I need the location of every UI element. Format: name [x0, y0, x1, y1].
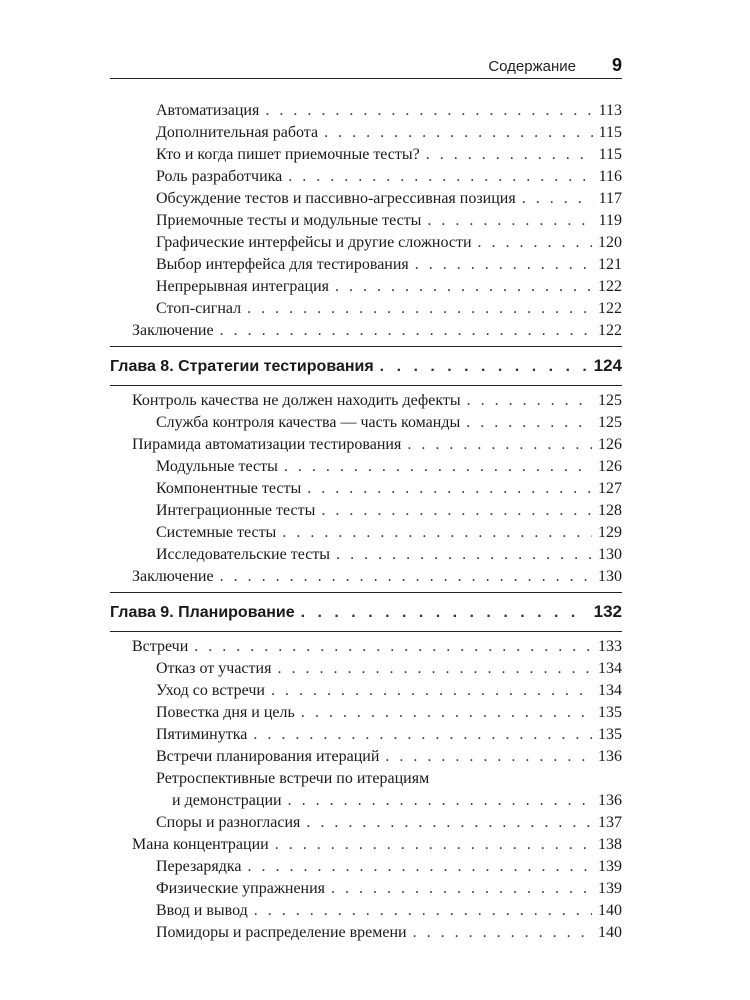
toc-entry-page: 119 — [598, 212, 622, 229]
toc-entry-page: 125 — [598, 392, 622, 409]
toc-entry[interactable] — [156, 724, 622, 746]
toc-entry[interactable] — [156, 166, 622, 188]
toc-entry-title: Пятиминутка — [156, 726, 248, 743]
toc-entry-title: Компонентные тесты — [156, 480, 302, 497]
toc-entry-title: Встречи планирования итераций — [156, 748, 380, 765]
toc-entry-page: 113 — [598, 102, 622, 119]
toc-entry[interactable] — [132, 320, 622, 342]
toc-entry-page: 136 — [598, 748, 622, 765]
dot-leader — [478, 232, 592, 254]
toc-entry-title: Уход со встречи — [156, 682, 265, 699]
toc-entry-page: 129 — [598, 524, 622, 541]
toc-entry[interactable] — [156, 254, 622, 276]
toc-entry[interactable] — [156, 680, 622, 702]
dot-leader — [220, 320, 592, 342]
chapter-8-block — [110, 346, 622, 386]
toc-entry[interactable] — [156, 188, 622, 210]
toc-entry-title: Модульные тесты — [156, 458, 278, 475]
dot-leader — [253, 724, 592, 746]
toc-entry[interactable] — [156, 812, 622, 834]
running-header-section: Содержание — [488, 58, 576, 75]
toc-entry[interactable] — [132, 390, 622, 412]
toc-entry-title: Служба контроля качества — часть команды — [156, 414, 461, 431]
chapter-title: Глава 9. Планирование — [110, 604, 295, 621]
dot-leader — [288, 790, 592, 812]
toc-entry-page: 135 — [598, 726, 622, 743]
toc-entry-title: и демонстрации — [172, 792, 282, 809]
chapter-9-block — [110, 592, 622, 632]
toc-entry-page: 137 — [598, 814, 622, 831]
toc-entry-title: Помидоры и распределение времени — [156, 924, 407, 941]
toc-entry[interactable] — [156, 122, 622, 144]
toc-entry-title: Заключение — [132, 322, 214, 339]
toc-group-chapter9 — [0, 636, 750, 944]
dot-leader — [275, 834, 592, 856]
dot-leader — [335, 276, 592, 298]
toc-entry-title: Стоп-сигнал — [156, 300, 242, 317]
toc-entry-page: 140 — [598, 902, 622, 919]
dot-leader — [220, 566, 592, 588]
dot-leader — [307, 478, 592, 500]
dot-leader — [380, 354, 588, 380]
toc-entry[interactable] — [132, 834, 622, 856]
toc-entry-page: 122 — [598, 278, 622, 295]
table-of-contents — [0, 100, 750, 944]
toc-entry-page: 125 — [598, 414, 622, 431]
toc-entry-page: 115 — [598, 146, 622, 163]
toc-entry[interactable] — [156, 276, 622, 298]
dot-leader — [247, 298, 592, 320]
toc-entry-title: Ввод и вывод — [156, 902, 248, 919]
toc-entry-title: Мана концентрации — [132, 836, 269, 853]
toc-entry-title: Приемочные тесты и модульные тесты — [156, 212, 422, 229]
toc-entry[interactable] — [132, 566, 622, 588]
toc-entry-page: 127 — [598, 480, 622, 497]
dot-leader — [282, 522, 592, 544]
dot-leader — [427, 210, 592, 232]
toc-entry[interactable] — [156, 768, 622, 790]
dot-leader — [324, 122, 593, 144]
toc-entry-page: 120 — [598, 234, 622, 251]
toc-entry-page: 134 — [598, 660, 622, 677]
dot-leader — [415, 254, 592, 276]
toc-entry[interactable] — [156, 298, 622, 320]
toc-entry-title: Обсуждение тестов и пассивно-агрессивная позиция — [156, 190, 516, 207]
toc-entry[interactable] — [156, 658, 622, 680]
dot-leader — [194, 636, 592, 658]
toc-entry-title: Интеграционные тесты — [156, 502, 316, 519]
toc-entry-page: 134 — [598, 682, 622, 699]
toc-entry-title: Встречи — [132, 638, 189, 655]
toc-entry[interactable] — [156, 878, 622, 900]
dot-leader — [277, 658, 592, 680]
toc-entry-page: 117 — [598, 190, 622, 207]
dot-leader — [321, 500, 592, 522]
toc-entry-title: Заключение — [132, 568, 214, 585]
dot-leader — [413, 922, 592, 944]
toc-entry-page: 140 — [598, 924, 622, 941]
toc-entry-page: 122 — [598, 300, 622, 317]
toc-entry[interactable] — [156, 544, 622, 566]
dot-leader — [426, 144, 593, 166]
toc-entry[interactable] — [156, 232, 622, 254]
toc-entry-title: Кто и когда пишет приемочные тесты? — [156, 146, 420, 163]
dot-leader — [467, 390, 592, 412]
dot-leader — [331, 878, 592, 900]
toc-group-chapter8 — [0, 390, 750, 588]
toc-entry[interactable] — [156, 456, 622, 478]
toc-entry-page: 139 — [598, 858, 622, 875]
toc-chapter-9[interactable] — [110, 599, 622, 625]
toc-entry-page: 138 — [598, 836, 622, 853]
toc-entry-page: 139 — [598, 880, 622, 897]
toc-entry-title: Системные тесты — [156, 524, 277, 541]
toc-entry-page: 126 — [598, 436, 622, 453]
toc-entry-page: 133 — [598, 638, 622, 655]
toc-entry-title: Дополнительная работа — [156, 124, 319, 141]
dot-leader — [248, 856, 592, 878]
toc-entry-title: Споры и разногласия — [156, 814, 301, 831]
toc-entry[interactable] — [156, 746, 622, 768]
toc-entry[interactable] — [156, 500, 622, 522]
dot-leader — [284, 456, 592, 478]
dot-leader — [522, 188, 593, 210]
toc-entry-page: 121 — [598, 256, 622, 273]
toc-entry-title: Автоматизация — [156, 102, 260, 119]
toc-entry-title: Исследовательские тесты — [156, 546, 331, 563]
toc-entry[interactable] — [156, 702, 622, 724]
dot-leader — [466, 412, 592, 434]
toc-entry-page: 135 — [598, 704, 622, 721]
toc-group-chapter7-tail — [0, 100, 750, 342]
toc-entry-page: 128 — [598, 502, 622, 519]
toc-entry-page: 116 — [598, 168, 622, 185]
dot-leader — [407, 434, 592, 456]
toc-entry[interactable] — [156, 522, 622, 544]
toc-entry-page: 122 — [598, 322, 622, 339]
dot-leader — [301, 702, 592, 724]
toc-entry-title: Ретроспективные встречи по итерациям — [156, 770, 430, 787]
toc-entry[interactable] — [156, 412, 622, 434]
toc-entry-page: 130 — [598, 546, 622, 563]
chapter-title: Глава 8. Стратегии тестирования — [110, 358, 374, 375]
toc-entry[interactable] — [156, 856, 622, 878]
toc-entry[interactable] — [156, 100, 622, 122]
toc-entry-page: 136 — [598, 792, 622, 809]
toc-chapter-8[interactable] — [110, 353, 622, 379]
chapter-page: 132 — [593, 602, 622, 621]
toc-entry-title: Роль разработчика — [156, 168, 283, 185]
toc-entry-title: Перезарядка — [156, 858, 242, 875]
toc-entry[interactable] — [132, 636, 622, 658]
dot-leader — [385, 746, 592, 768]
toc-entry-title: Пирамида автоматизации тестирования — [132, 436, 402, 453]
dot-leader — [288, 166, 592, 188]
toc-entry-title: Графические интерфейсы и другие сложности — [156, 234, 472, 251]
dot-leader — [265, 100, 592, 122]
toc-entry-title: Повестка дня и цель — [156, 704, 295, 721]
toc-entry-page: 130 — [598, 568, 622, 585]
toc-entry-title: Непрерывная интеграция — [156, 278, 330, 295]
toc-entry[interactable] — [132, 434, 622, 456]
toc-entry-page: 115 — [598, 124, 622, 141]
toc-entry-page: 126 — [598, 458, 622, 475]
dot-leader — [301, 600, 588, 626]
toc-entry[interactable] — [156, 210, 622, 232]
toc-entry[interactable] — [156, 478, 622, 500]
toc-entry-title: Отказ от участия — [156, 660, 272, 677]
toc-entry-title: Контроль качества не должен находить дефекты — [132, 392, 461, 409]
dot-leader — [254, 900, 592, 922]
toc-entry[interactable] — [156, 900, 622, 922]
dot-leader — [306, 812, 592, 834]
toc-entry-title: Физические упражнения — [156, 880, 326, 897]
dot-leader — [336, 544, 592, 566]
toc-entry[interactable] — [172, 790, 622, 812]
dot-leader — [271, 680, 592, 702]
toc-entry[interactable] — [156, 922, 622, 944]
toc-entry-title: Выбор интерфейса для тестирования — [156, 256, 409, 273]
toc-entry[interactable] — [156, 144, 622, 166]
chapter-page: 124 — [593, 356, 622, 375]
running-header — [110, 55, 622, 79]
page-number: 9 — [611, 55, 622, 75]
